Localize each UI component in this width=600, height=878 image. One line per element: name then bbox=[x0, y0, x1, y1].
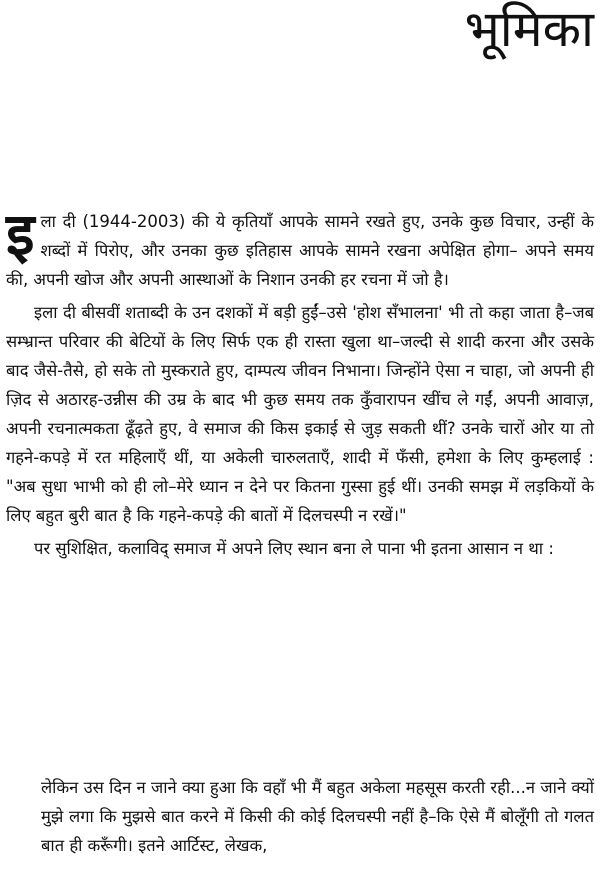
block-quote: लेकिन उस दिन न जाने क्या हुआ कि वहाँ भी मैं बहुत अकेला महसूस करती रही...न जाने क्यों मुझे लगा कि मुझसे बात करने में किसी की कोई दिलचस्पी नहीं है–कि ऐसे मैं बोलूँगी तो गलत बात ही करूँगी। इतने आर्टिस्ट, लेखक, bbox=[41, 778, 594, 855]
page-title: भूमिका bbox=[464, 0, 594, 58]
drop-cap: इ bbox=[6, 200, 35, 268]
paragraph-1-text: ला दी (1944-2003) की ये कृतियाँ आपके सामने रखते हुए, उनके कुछ विचार, उन्हीं के शब्दों में पिरोए, और उनका कुछ इतिहास आपके सामने रखना अपेक्षित होगा– अपने समय की, अपनी खोज और अपनी आस्थाओं के निशान उनकी हर रचना में जो है। bbox=[6, 212, 594, 289]
paragraph-3: पर सुशिक्षित, कलाविद् समाज में अपने लिए स्थान बना ले पाना भी इतना आसान न था : bbox=[34, 539, 554, 558]
body-text bbox=[6, 200, 594, 567]
paragraph-1 bbox=[6, 200, 594, 294]
paragraph-2: इला दी बीसवीं शताब्दी के उन दशकों में बड़ी हुईं–उसे 'होश सँभालना' भी तो कहा जाता है–जब सम्भ्रान्त परिवार की बेटियों के लिए सिर्फ एक ही रास्ता खुला था–जल्दी से शादी करना और उसके बाद जैसे-तैसे, हो सके तो मुस्कराते हुए, दाम्पत्य जीवन निभाना। जिन्होंने ऐसा न चाहा, जो अपनी ही ज़िद से अठारह-उन्नीस की उम्र के बाद भी कुछ समय तक कुँवारापन खींच ले गईं, अपनी आवाज़, अपनी रचनात्मकता ढूँढ़ते हुए, वे समाज की किस इकाई से जुड़ सकती थीं? उनके चारों ओर या तो गहने-कपड़े में रत महिलाएँ थीं, या अकेली चारुलताएँ, शादी में फँसी, हमेशा के लिए कुम्हलाई : "अब सुधा भाभी को ही लो–मेरे ध्यान न देने पर कितना गुस्सा हुई थीं। उनकी समझ में लड़कियों के लिए बहुत बुरी बात है कि गहने-कपड़े की बातों में दिलचस्पी न रखें।" bbox=[6, 303, 594, 525]
